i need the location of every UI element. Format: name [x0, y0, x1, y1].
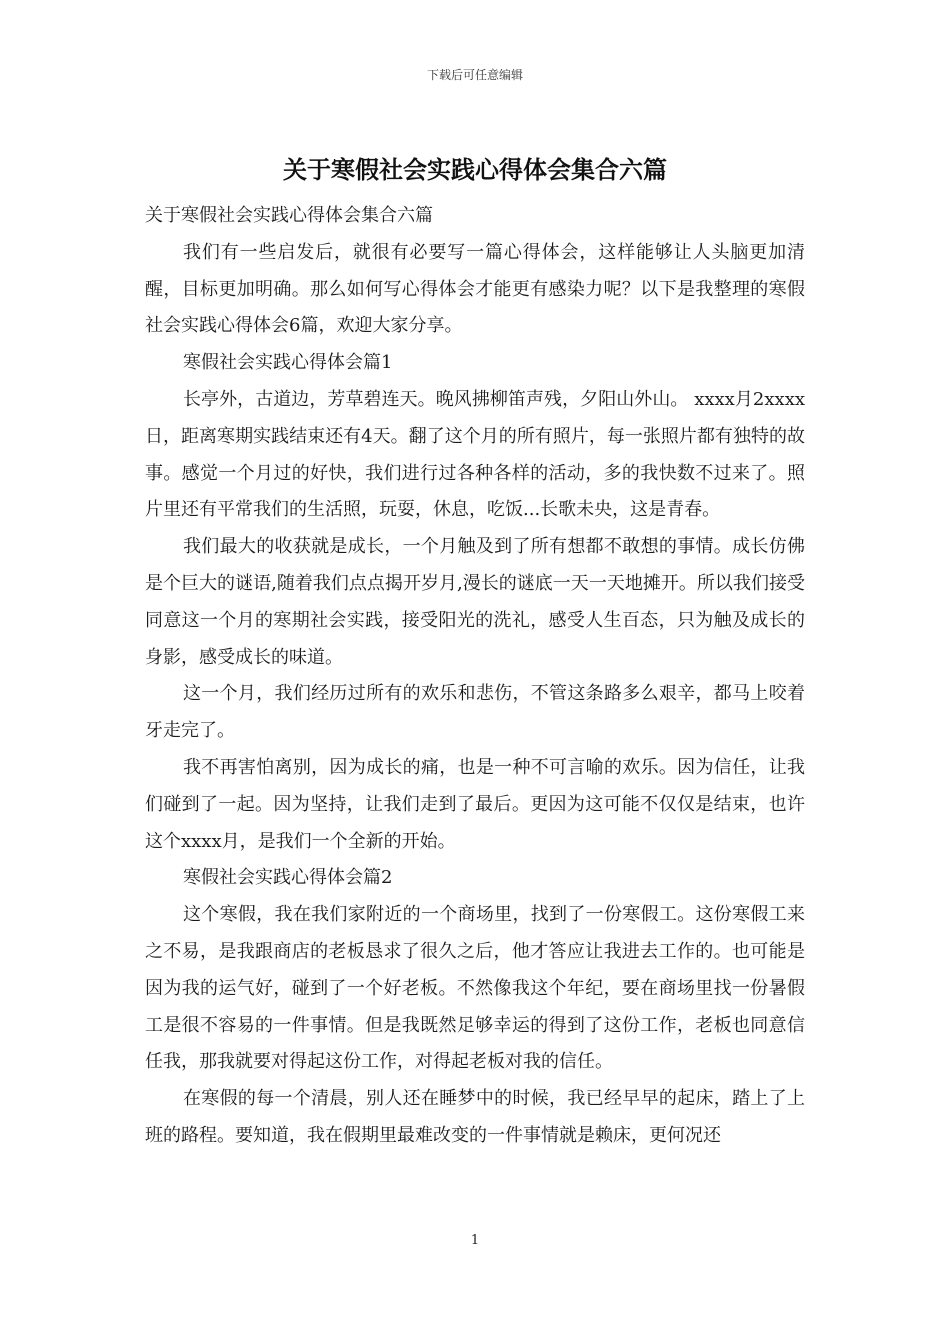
subtitle-paragraph: 关于寒假社会实践心得体会集合六篇 [145, 205, 433, 226]
page-header-note: 下载后可任意编辑 [426, 68, 523, 82]
page-number: 1 [470, 1233, 480, 1248]
section-heading-1: 寒假社会实践心得体会篇1 [183, 352, 393, 374]
section-heading-2: 寒假社会实践心得体会篇2 [183, 867, 393, 889]
body-paragraph: 这个寒假，我在我们家附近的一个商场里，找到了一份寒假工。这份寒假工来之不易，是我跟商店的老板恳求了很久之后，他才答应让我进去工作的。也可能是因为我的运气好，碰到了一个好老板。不然像我这个年纪，要在商场里找一份暑假工是很不容易的一件事情。但是我既然足够幸运的得到了这份工作，老板也同意信任我，那我就要对得起这份工作，对得起老板对我的信任。 [145, 904, 805, 1073]
body-paragraph: 在寒假的每一个清晨，别人还在睡梦中的时候，我已经早早的起床，踏上了上班的路程。要知道，我在假期里最难改变的一件事情就是赖床，更何况还 [145, 1088, 805, 1146]
body-paragraph: 长亭外，古道边，芳草碧连天。晚风拂柳笛声残，夕阳山外山。 xxxx月2xxxx日，距离寒期实践结束还有4天。翻了这个月的所有照片，每一张照片都有独特的故事。感觉一个月过的好快，我们进行过各种各样的活动，多的我快数不过来了。照片里还有平常我们的生活照，玩耍，休息，吃饭...长歌未央，这是青春。 [145, 388, 805, 521]
intro-paragraph: 我们有一些启发后，就很有必要写一篇心得体会，这样能够让人头脑更加清醒，目标更加明确。那么如何写心得体会才能更有感染力呢？以下是我整理的寒假社会实践心得体会6篇，欢迎大家分享。 [145, 241, 805, 337]
body-paragraph: 我们最大的收获就是成长，一个月触及到了所有想都不敢想的事情。成长仿佛是个巨大的谜语,随着我们点点揭开岁月,漫长的谜底一天一天地摊开。所以我们接受同意这一个月的寒期社会实践，接受阳光的洗礼，感受人生百态，只为触及成长的身影，感受成长的味道。 [145, 536, 805, 668]
body-paragraph: 这一个月，我们经历过所有的欢乐和悲伤，不管这条路多么艰辛，都马上咬着牙走完了。 [145, 683, 805, 742]
body-paragraph: 我不再害怕离别，因为成长的痛，也是一种不可言喻的欢乐。因为信任，让我们碰到了一起。因为坚持，让我们走到了最后。更因为这可能不仅仅是结束，也许这个xxxx月，是我们一个全新的开始。 [145, 756, 805, 852]
document-body [145, 198, 805, 1155]
document-title: 关于寒假社会实践心得体会集合六篇 [283, 155, 667, 184]
